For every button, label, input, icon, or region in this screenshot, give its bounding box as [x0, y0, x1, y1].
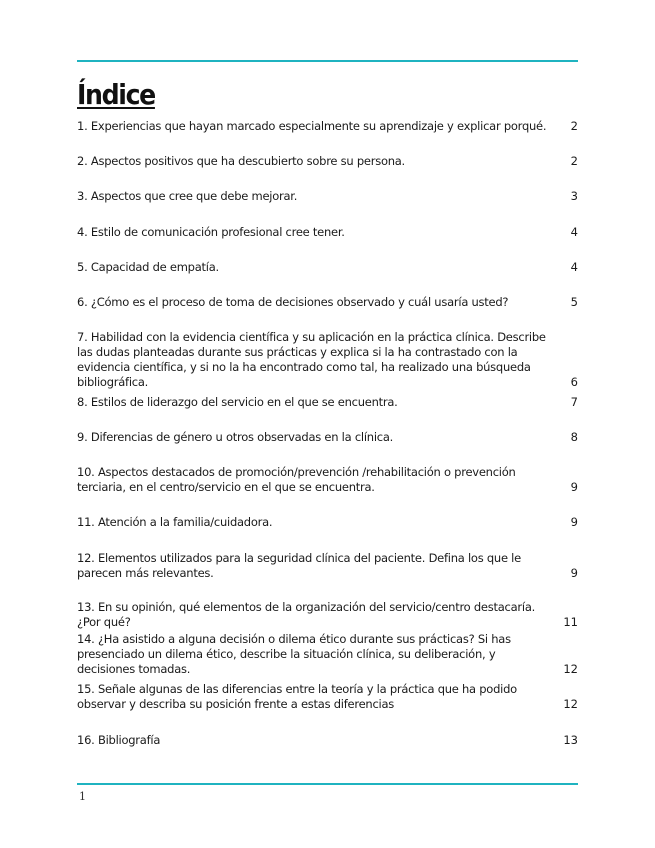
toc-entry-page: 2 [570, 154, 578, 168]
toc-entry-16[interactable] [77, 733, 578, 748]
footer-page-number: 1 [79, 790, 86, 803]
toc-entry-text: 10. Aspectos destacados de promoción/prevención /rehabilitación o prevención terciaria, en el centro/servicio en el que se encuentra. [77, 465, 516, 494]
toc-entry-6[interactable] [77, 295, 578, 310]
toc-entry-3[interactable] [77, 189, 578, 204]
toc-entry-text: 9. Diferencias de género u otros observadas en la clínica. [77, 430, 394, 444]
toc-entry-7[interactable] [77, 330, 578, 390]
toc-entry-page: 7 [570, 395, 578, 409]
toc-entry-page: 3 [570, 189, 578, 203]
toc-entry-text: 16. Bibliografía [77, 733, 161, 747]
toc-entry-text: 4. Estilo de comunicación profesional cree tener. [77, 225, 345, 239]
toc-entry-text: 15. Señale algunas de las diferencias entre la teoría y la práctica que ha podido observar y describa su posición frente a estas diferencias [77, 682, 517, 711]
toc-entry-text: 1. Experiencias que hayan marcado especialmente su aprendizaje y explicar porqué. [77, 119, 547, 133]
table-of-contents [77, 0, 578, 848]
toc-entry-13[interactable] [77, 600, 578, 630]
toc-entry-page: 9 [570, 515, 578, 529]
toc-entry-text: 5. Capacidad de empatía. [77, 260, 219, 274]
toc-entry-page: 9 [570, 566, 578, 580]
toc-entry-4[interactable] [77, 225, 578, 240]
toc-entry-page: 11 [563, 615, 578, 629]
toc-entry-page: 9 [570, 480, 578, 494]
toc-entry-1[interactable] [77, 119, 578, 134]
toc-entry-5[interactable] [77, 260, 578, 275]
toc-entry-12[interactable] [77, 551, 578, 581]
toc-entry-page: 2 [570, 119, 578, 133]
toc-entry-text: 6. ¿Cómo es el proceso de toma de decisiones observado y cuál usaría usted? [77, 295, 509, 309]
toc-entry-text: 8. Estilos de liderazgo del servicio en el que se encuentra. [77, 395, 398, 409]
toc-entry-page: 12 [563, 697, 578, 711]
toc-entry-9[interactable] [77, 430, 578, 445]
bottom-rule [77, 783, 578, 785]
toc-entry-text: 13. En su opinión, qué elementos de la organización del servicio/centro destacaría. ¿Por qué? [77, 600, 536, 629]
toc-entry-8[interactable] [77, 395, 578, 410]
toc-entry-text: 3. Aspectos que cree que debe mejorar. [77, 189, 298, 203]
toc-entry-text: 12. Elementos utilizados para la seguridad clínica del paciente. Defina los que le parecen más relevantes. [77, 551, 521, 580]
toc-entry-text: 2. Aspectos positivos que ha descubierto sobre su persona. [77, 154, 405, 168]
toc-entry-text: 14. ¿Ha asistido a alguna decisión o dilema ético durante sus prácticas? Si has presenciado un dilema ético, describe la situación clínica, su deliberación, y decisiones tomadas. [77, 632, 511, 676]
toc-entry-2[interactable] [77, 154, 578, 169]
toc-entry-page: 4 [570, 260, 578, 274]
page-title: Índice [77, 78, 155, 111]
toc-entry-page: 12 [563, 662, 578, 676]
toc-entry-page: 4 [570, 225, 578, 239]
toc-entry-page: 13 [563, 733, 578, 747]
toc-entry-page: 6 [570, 375, 578, 389]
toc-entry-11[interactable] [77, 515, 578, 530]
toc-entry-page: 8 [570, 430, 578, 444]
toc-entry-10[interactable] [77, 465, 578, 495]
toc-entry-text: 7. Habilidad con la evidencia científica y su aplicación en la práctica clínica. Describe las dudas planteadas durante sus prácticas y explica si la ha contrastado con la evidencia científica, y si no la ha encontrado como tal, ha realizado una búsqueda bibliográfica. [77, 330, 546, 389]
toc-entry-page: 5 [570, 295, 578, 309]
toc-entry-14[interactable] [77, 632, 578, 677]
toc-entry-text: 11. Atención a la familia/cuidadora. [77, 515, 273, 529]
toc-entry-15[interactable] [77, 682, 578, 712]
